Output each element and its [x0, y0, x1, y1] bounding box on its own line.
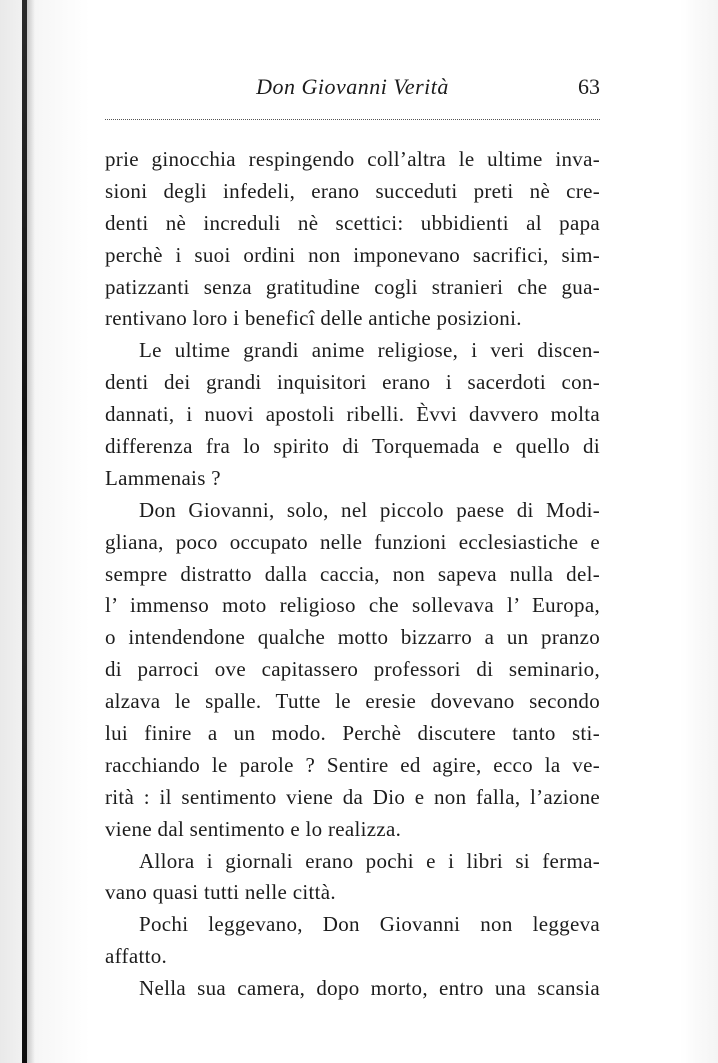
running-title: Don Giovanni Verità	[256, 74, 449, 99]
text-line: racchiando le parole ? Sentire ed agire, ecco la ve-	[105, 752, 600, 777]
text-line: denti nè increduli nè scettici: ubbidienti al papa	[105, 210, 600, 235]
text-line: patizzanti senza gratitudine cogli stranieri che gua-	[105, 274, 600, 299]
text-line: Nella sua camera, dopo morto, entro una scansia	[139, 976, 600, 1001]
text-line: prie ginocchia respingendo coll’altra le ultime inva-	[105, 147, 600, 171]
text-line: vano quasi tutti nelle città.	[105, 880, 336, 905]
text-line: perchè i suoi ordini non imponevano sacrifici, sim-	[105, 242, 600, 267]
text-line: Le ultime grandi anime religiose, i veri discen-	[139, 338, 600, 363]
text-line: affatto.	[105, 944, 168, 969]
text-line: Pochi leggevano, Don Giovanni non leggeva	[139, 912, 600, 937]
binding-shadow	[27, 0, 35, 1063]
text-line: lui finire a un modo. Perchè discutere tanto sti-	[105, 721, 600, 746]
text-line: Allora i giornali erano pochi e i libri si ferma-	[139, 848, 600, 873]
text-line: dannati, i nuovi apostoli ribelli. Èvvi davvero molta	[105, 402, 600, 427]
header-rule	[105, 119, 600, 120]
text-line: denti dei grandi inquisitori erano i sacerdoti con-	[105, 370, 600, 395]
text-line: alzava le spalle. Tutte le eresie dovevano secondo	[105, 689, 600, 714]
text-line: gliana, poco occupato nelle funzioni ecclesiastiche e	[105, 529, 600, 554]
text-line: sioni degli infedeli, erano succeduti preti nè cre-	[105, 178, 600, 203]
text-line: di parroci ove capitassero professori di seminario,	[105, 657, 600, 682]
text-line: Don Giovanni, solo, nel piccolo paese di Modi-	[139, 497, 600, 522]
text-line: l’ immenso moto religioso che sollevava l’ Europa,	[105, 593, 600, 618]
text-line: rità : il sentimento viene da Dio e non falla, l’azione	[105, 784, 600, 809]
page-number: 63	[578, 74, 600, 99]
body-text	[105, 144, 600, 1005]
page-header	[105, 72, 600, 104]
text-line: sempre distratto dalla caccia, non sapeva nulla del-	[105, 561, 600, 586]
text-line: o intendendone qualche motto bizzarro a un pranzo	[105, 625, 600, 650]
text-line: Lammenais ?	[105, 465, 221, 490]
text-line: viene dal sentimento e lo realizza.	[105, 816, 402, 841]
text-line: rentivano loro i beneficî delle antiche posizioni.	[105, 306, 522, 331]
text-line: differenza fra lo spirito di Torquemada e quello di	[105, 434, 600, 459]
